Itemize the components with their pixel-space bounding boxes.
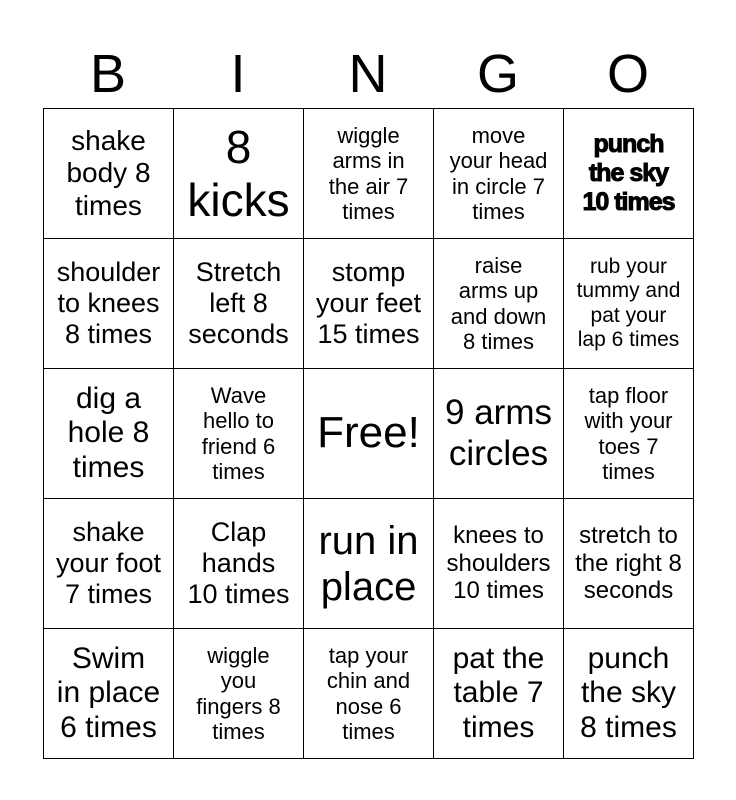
bingo-cell-text: Wave hello to friend 6 times: [201, 382, 276, 484]
bingo-cell[interactable]: [43, 498, 174, 629]
bingo-cell[interactable]: [43, 238, 174, 369]
bingo-cell-text: 9 arms circles: [445, 393, 552, 473]
header-letter-g: G: [476, 44, 519, 104]
bingo-cell-text: shoulder to knees 8 times: [56, 256, 161, 350]
bingo-cell-text: Clap hands 10 times: [187, 516, 290, 610]
bingo-cell[interactable]: [303, 628, 434, 759]
bingo-cell[interactable]: [303, 108, 434, 239]
bingo-cell-text: stretch to the right 8 seconds: [575, 522, 682, 605]
bingo-cell[interactable]: [303, 498, 434, 629]
bingo-cell-text: 8 kicks: [187, 120, 290, 226]
bingo-cell-text: punch the sky 8 times: [580, 641, 677, 744]
bingo-cell-text: rub your tummy and pat your lap 6 times: [576, 255, 681, 351]
free-space-cell[interactable]: [303, 368, 434, 499]
bingo-cell-text: run in place: [318, 518, 419, 609]
bingo-cell-text: wiggle arms in the air 7 times: [328, 122, 409, 224]
header-letter-b: B: [89, 44, 127, 104]
bingo-cell-text: Free!: [317, 408, 420, 458]
bingo-cell[interactable]: [173, 108, 304, 239]
bingo-cell[interactable]: [433, 108, 564, 239]
header-letter-n: N: [348, 44, 388, 104]
bingo-cell-text: pat the table 7 times: [452, 641, 545, 744]
bingo-cell[interactable]: [173, 368, 304, 499]
header-letter-o: O: [606, 44, 649, 104]
bingo-cell-text: move your head in circle 7 times: [449, 122, 548, 224]
bingo-cell[interactable]: [303, 238, 434, 369]
bingo-cell-text: Stretch left 8 seconds: [188, 256, 289, 350]
bingo-cell-text: shake your foot 7 times: [55, 516, 162, 610]
bingo-cell[interactable]: [433, 368, 564, 499]
bingo-cell[interactable]: [173, 628, 304, 759]
bingo-cell-text: dig a hole 8 times: [67, 381, 150, 484]
bingo-cell[interactable]: [563, 108, 694, 239]
bingo-cell-text: punch the sky 10 times: [582, 130, 675, 216]
bingo-cell[interactable]: [43, 108, 174, 239]
bingo-cell[interactable]: [173, 238, 304, 369]
bingo-cell-text: tap your chin and nose 6 times: [326, 642, 411, 744]
bingo-cell-text: stomp your feet 15 times: [315, 256, 422, 350]
bingo-header: [43, 40, 693, 108]
bingo-cell-text: Swim in place 6 times: [56, 641, 161, 744]
bingo-board: [43, 108, 693, 758]
bingo-cell[interactable]: [433, 238, 564, 369]
bingo-cell[interactable]: [563, 238, 694, 369]
bingo-cell-text: shake body 8 times: [66, 125, 151, 221]
bingo-cell-text: knees to shoulders 10 times: [446, 522, 551, 605]
bingo-cell-text: raise arms up and down 8 times: [450, 252, 547, 354]
bingo-cell[interactable]: [563, 628, 694, 759]
bingo-cell[interactable]: [173, 498, 304, 629]
bingo-cell-text: wiggle you fingers 8 times: [196, 642, 281, 744]
bingo-cell[interactable]: [43, 628, 174, 759]
bingo-cell-text: tap floor with your toes 7 times: [584, 382, 673, 484]
bingo-cell[interactable]: [563, 368, 694, 499]
bingo-cell[interactable]: [43, 368, 174, 499]
header-letter-i: I: [230, 44, 246, 104]
bingo-cell[interactable]: [433, 628, 564, 759]
bingo-cell[interactable]: [563, 498, 694, 629]
bingo-cell[interactable]: [433, 498, 564, 629]
